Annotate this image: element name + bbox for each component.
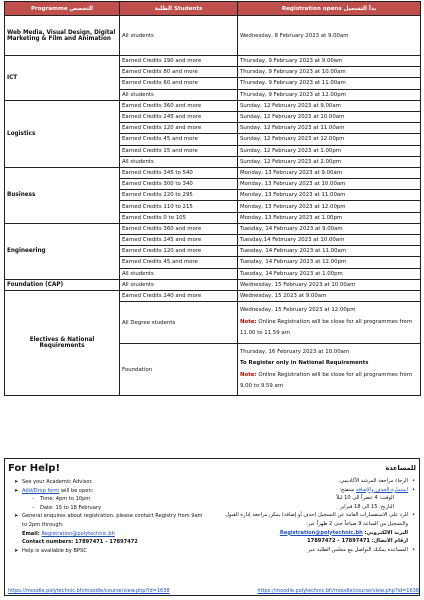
criteria-cell: All students xyxy=(120,156,238,167)
criteria-cell: Earned Credits 360 and more xyxy=(120,223,238,234)
list-subitem xyxy=(206,494,416,503)
table-row xyxy=(5,290,421,301)
programme-ict: ICT xyxy=(5,56,120,101)
criteria-cell: All students xyxy=(120,279,238,290)
time-text: Time: 4pm to 10pm xyxy=(40,496,91,503)
list-item xyxy=(8,487,208,496)
list-item xyxy=(8,547,208,556)
criteria-cell: Earned Credits 0 to 105 xyxy=(120,212,238,223)
note-label: Note: xyxy=(240,318,257,325)
note-text: Online Registration will be close for all programmes from 11.00 to 11.59 am xyxy=(240,318,413,337)
header-registration: Registration opens بدأ التسجيل xyxy=(238,2,421,16)
list-item xyxy=(8,538,208,547)
time-cell: Tuesday, 14 February 2023 at 11.00am xyxy=(238,246,421,257)
help-title: For Help! xyxy=(8,463,61,474)
criteria-cell: Earned Credits 360 and more xyxy=(120,100,238,111)
bullet-icon: • xyxy=(411,486,415,493)
time-cell: Thursday, 9 February 2023 at 11.00am xyxy=(238,78,421,89)
help-title-ar: للمساعدة xyxy=(385,464,416,472)
contact-numbers: 17897471 – 17897472 xyxy=(74,539,138,546)
time-cell: Monday, 13 February 2023 at 9.00am xyxy=(238,167,421,178)
date-text: Date: 15 to 18 February xyxy=(40,504,102,511)
time-cell: Sunday, 12 February 2023 at 11.00am xyxy=(238,123,421,134)
advisor-text-ar: الرجاء مراجعة المرشد الأكاديمي. xyxy=(338,478,408,484)
criteria-cell: All students xyxy=(120,268,238,279)
date-text-ar: التاريخ: 15 الى 18 فبراير xyxy=(339,503,394,510)
criteria-cell: Foundation xyxy=(120,344,238,396)
arrow-icon: ➤ xyxy=(14,479,19,485)
add-drop-form-link[interactable]: Add/Drop form xyxy=(22,487,60,494)
bpsc-text: Help is available by BPSC xyxy=(22,547,87,554)
phone-numbers-ar: 17897471 – 17897472 xyxy=(307,538,370,545)
list-item xyxy=(8,512,208,529)
time-cell: Monday, 13 February 2023 at 10.00am xyxy=(238,179,421,190)
moodle-link[interactable]: https://moodle.polytechnic.bh/moodle/course/view.php?id=1638 xyxy=(8,588,170,594)
add-drop-text-ar: ستفتح: xyxy=(339,486,356,493)
criteria-cell: Earned Credits 120 and more xyxy=(120,123,238,134)
header-programme: Programme التخصص xyxy=(5,2,120,16)
criteria-cell: Earned Credits 45 and more xyxy=(120,257,238,268)
time-cell: Monday, 13 February 2023 at 11.00am xyxy=(238,190,421,201)
add-drop-link-ar[interactable]: استمارة الحذف والإضافة xyxy=(355,486,408,493)
criteria-cell: Earned Credits 15 and more xyxy=(120,145,238,156)
help-section xyxy=(4,458,420,596)
general-text-ar: للرد على الاستفسارات العامة عن التسجيل (حذف أو إضافة) يمكن مراجعة إدارة القبول والتسجيل من الساعة 9 صباحاً حتى 2 ظهراً عبر: xyxy=(225,512,408,527)
criteria-cell: Earned Credits 80 and more xyxy=(120,67,238,78)
moodle-link-ar[interactable]: https://moodle.polytechnic.bh/moodle/course/view.php?id=1638 xyxy=(257,588,419,594)
bullet-icon: • xyxy=(411,478,415,484)
email-label-ar: البريد الالكتروني: xyxy=(362,529,408,536)
time-text: Wednesday, 15 February 2023 at 12.00pm xyxy=(240,307,356,314)
contact-label: Contact numbers: xyxy=(22,539,75,546)
list-item xyxy=(206,529,416,538)
programme-foundation: Foundation (CAP) xyxy=(5,279,120,290)
criteria-cell: Earned Credits 300 to 340 xyxy=(120,179,238,190)
time-cell: Sunday, 12 February 2023 at 1.00pm xyxy=(238,145,421,156)
time-cell: Tuesday, 14 February 2023 at 1.00pm xyxy=(238,268,421,279)
help-english xyxy=(8,462,208,555)
programme-engineering: Engineering xyxy=(5,223,120,279)
advisor-text: See your Academic Advisor. xyxy=(22,479,93,485)
time-cell-with-note xyxy=(238,344,421,396)
time-cell: Sunday, 12 February 2023 at 12.00pm xyxy=(238,134,421,145)
note-text: Online Registration will be close for all programmes from 9.00 to 9.59 am xyxy=(240,371,413,390)
time-cell: Monday, 13 February 2023 at 1.00pm xyxy=(238,212,421,223)
arrow-icon: ➤ xyxy=(14,513,19,520)
programme-logistics: Logistics xyxy=(5,100,120,167)
time-text-ar: الوقت: 4 عصراً الى 10 ليلاً xyxy=(336,495,394,502)
time-cell: Tuesday, 14 February 2023 at 9.00am xyxy=(238,223,421,234)
criteria-cell: Earned Credits 245 and more xyxy=(120,235,238,246)
list-item xyxy=(206,486,416,495)
criteria-cell: All students xyxy=(120,16,238,56)
time-cell: Sunday, 12 February 2023 at 9.00am xyxy=(238,100,421,111)
list-item xyxy=(206,477,416,486)
time-cell: Thursday, 9 February 2023 at 12.00pm xyxy=(238,89,421,100)
email-link[interactable]: Registration@polytechnic.bh xyxy=(41,530,115,537)
time-cell: Sunday, 12 February 2023 at 2.00pm xyxy=(238,156,421,167)
time-cell: Tuesday, 14 February 2023 at 12.00pm xyxy=(238,257,421,268)
time-cell: Tuesday,14 February 2023 at 10.00am xyxy=(238,235,421,246)
bullet-icon: • xyxy=(411,512,415,519)
table-row xyxy=(5,56,421,67)
national-req-text: To Register only in National Requirements xyxy=(240,360,369,367)
criteria-cell: Earned Credits 345 to 540 xyxy=(120,167,238,178)
criteria-cell: Earned Credits 60 and more xyxy=(120,78,238,89)
criteria-cell: Earned Credits 110 to 215 xyxy=(120,201,238,212)
criteria-cell: All Degree students xyxy=(120,302,238,344)
time-cell: Wednesday, 8 February 2023 at 9.00am xyxy=(238,16,421,56)
programme-electives: Electives & National Requirements xyxy=(5,290,120,395)
criteria-cell: All students xyxy=(120,89,238,100)
general-text: General enquires about registration, please contact Registry from 9am to 2pm through: xyxy=(22,513,203,528)
time-cell: Wednesday, 15 February 2023 at 10.00am xyxy=(238,279,421,290)
table-header-row xyxy=(5,2,421,16)
programme-web-media: Web Media, Visual Design, Digital Marketing & Film and Animation xyxy=(5,16,120,56)
dash-icon: - xyxy=(32,504,34,511)
criteria-cell: Earned Credits 45 and more xyxy=(120,134,238,145)
criteria-cell: Earned Credits 220 to 295 xyxy=(120,190,238,201)
help-arabic xyxy=(206,462,416,554)
header-students: الطلبة Students xyxy=(120,2,238,16)
list-subitem xyxy=(8,495,208,504)
criteria-cell: Earned Credits 190 and more xyxy=(120,56,238,67)
bpsc-text-ar: المساعدة يمكنك التواصل مع مجلس الطلبة عبر xyxy=(308,546,408,553)
criteria-cell: Earned Credits 120 and more xyxy=(120,246,238,257)
criteria-cell: Earned Credits 245 and more xyxy=(120,111,238,122)
list-item xyxy=(206,511,416,528)
table-row xyxy=(5,100,421,111)
time-cell: Wednesday, 15 2023 at 9.00am xyxy=(238,290,421,301)
time-cell-with-note xyxy=(238,302,421,344)
list-subitem xyxy=(8,504,208,513)
time-text: Thursday, 16 February 2023 at 10.00am xyxy=(240,348,350,355)
registration-table xyxy=(4,1,421,396)
list-subitem xyxy=(206,503,416,512)
arrow-icon: ➤ xyxy=(14,487,19,494)
add-drop-text: will be open: xyxy=(59,487,94,494)
list-item xyxy=(206,546,416,555)
dash-icon: - xyxy=(32,496,34,503)
programme-business: Business xyxy=(5,167,120,223)
list-item xyxy=(8,478,208,487)
phone-label-ar: ارقام الاتصال: xyxy=(369,538,408,545)
note-label: Note: xyxy=(240,371,257,378)
time-cell: Sunday, 12 February 2023 at 10.00am xyxy=(238,111,421,122)
list-item xyxy=(8,530,208,539)
list-item xyxy=(206,537,416,546)
criteria-cell: Earned Credits 240 and more xyxy=(120,290,238,301)
email-label: Email: xyxy=(22,530,42,537)
arrow-icon: ➤ xyxy=(14,547,19,554)
table-row xyxy=(5,279,421,290)
time-cell: Thursday, 9 February 2023 at 9.00am xyxy=(238,56,421,67)
table-row xyxy=(5,167,421,178)
table-row xyxy=(5,223,421,234)
time-cell: Thursday, 9 February 2023 at 10.00am xyxy=(238,67,421,78)
bullet-icon: • xyxy=(411,546,415,553)
time-cell: Monday, 13 February 2023 at 12.00pm xyxy=(238,201,421,212)
email-link-ar[interactable]: Registration@polytechnic.bh xyxy=(279,529,363,536)
table-row xyxy=(5,16,421,56)
